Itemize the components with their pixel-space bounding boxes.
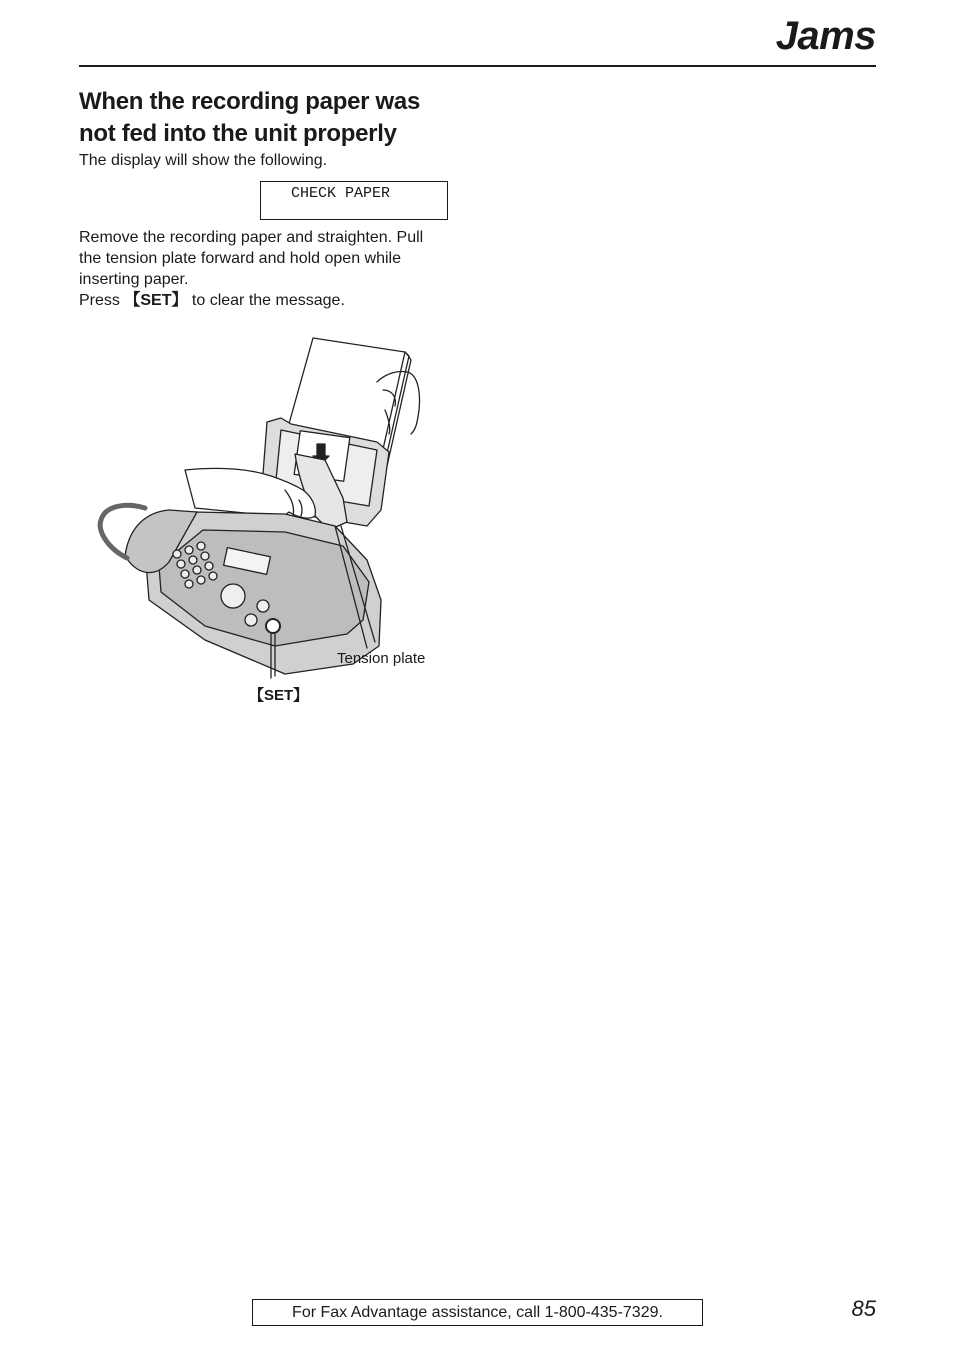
page-number: 85 [851, 1296, 876, 1321]
page-header-title: Jams [775, 14, 876, 58]
navigator-icon [221, 584, 245, 608]
instruction-line-3: inserting paper. [79, 271, 189, 288]
instruction-line-1: Remove the recording paper and straighten. Pull [79, 229, 424, 246]
tension-plate-label: Tension plate [337, 650, 426, 667]
set-button-icon [266, 619, 280, 633]
lcd-display-box: CHECK PAPER [260, 181, 448, 220]
section-title-line-1: When the recording paper was [79, 88, 420, 115]
press-prefix: Press [79, 292, 125, 309]
footer-assistance-box: For Fax Advantage assistance, call 1-800-435-7329. [252, 1299, 703, 1326]
header-rule [79, 65, 876, 67]
instruction-press-line [79, 290, 459, 311]
set-key-callout-label: 【SET】 [249, 687, 309, 704]
intro-text: The display will show the following. [79, 152, 328, 169]
section-title [79, 86, 479, 150]
press-suffix: to clear the message. [187, 292, 345, 309]
section-title-line-2: not fed into the unit properly [79, 120, 397, 147]
instructions [79, 227, 459, 311]
set-key-label: 【SET】 [124, 292, 188, 309]
instruction-line-2: the tension plate forward and hold open while [79, 250, 401, 267]
